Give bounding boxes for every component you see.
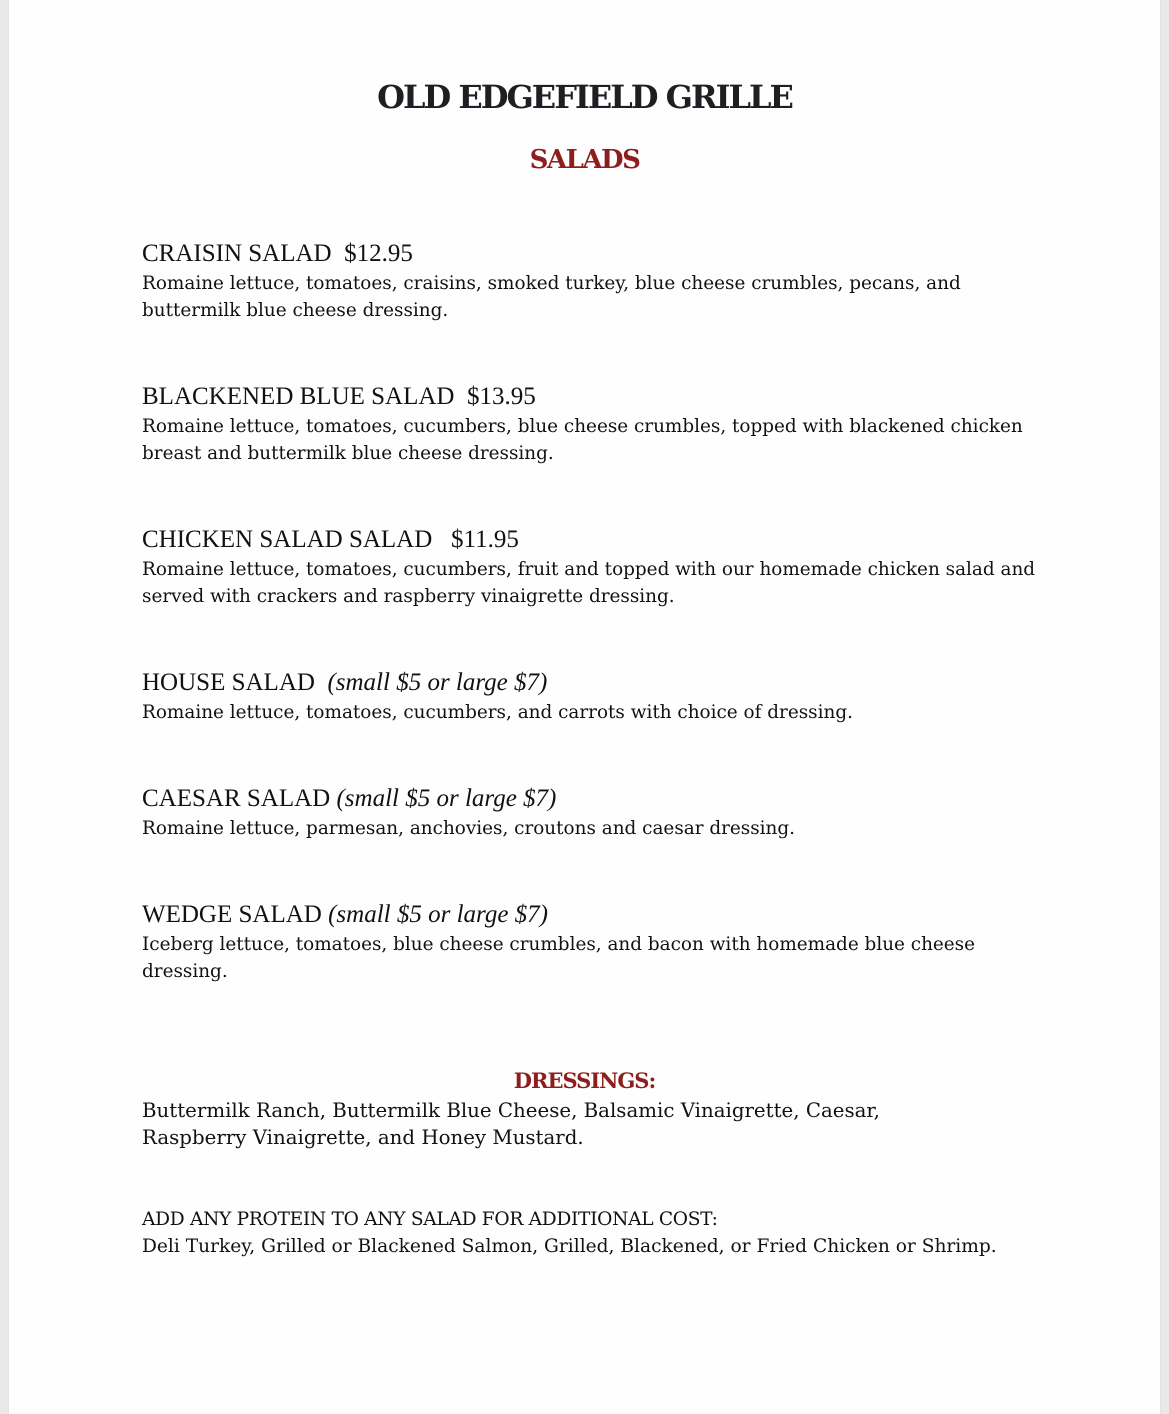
- item-name: WEDGE SALAD: [142, 901, 322, 928]
- menu-page: [9, 0, 1160, 1414]
- item-description: Romaine lettuce, tomatoes, cucumbers, blue cheese crumbles, topped with blackened chicken breast and buttermilk blue cheese dressing.: [142, 416, 1023, 464]
- item-heading: [142, 669, 1042, 697]
- item-name: CRAISIN SALAD: [142, 240, 332, 267]
- menu-item-wedge-salad: [142, 901, 1042, 985]
- menu-item-blackened-blue-salad: [142, 383, 1042, 467]
- item-name: BLACKENED BLUE SALAD: [142, 383, 455, 410]
- item-description: Romaine lettuce, tomatoes, cucumbers, fruit and topped with our homemade chicken salad and served with crackers and raspberry vinaigrette dressing.: [142, 559, 1036, 607]
- protein-list: Deli Turkey, Grilled or Blackened Salmon, Grilled, Blackened, or Fried Chicken or Shrimp.: [142, 1236, 997, 1257]
- item-price: (small $5 or large $7): [328, 901, 548, 928]
- menu-item-caesar-salad: [142, 785, 1042, 842]
- item-description: Iceberg lettuce, tomatoes, blue cheese crumbles, and bacon with homemade blue cheese dressing.: [142, 934, 976, 982]
- item-name: CHICKEN SALAD SALAD: [142, 526, 433, 553]
- dressings-list: Buttermilk Ranch, Buttermilk Blue Cheese, Balsamic Vinaigrette, Caesar, Raspberry Vinaigrette, and Honey Mustard.: [142, 1099, 880, 1149]
- item-name: CAESAR SALAD: [142, 785, 331, 812]
- item-heading: [142, 526, 1042, 554]
- item-price: (small $5 or large $7): [336, 785, 557, 812]
- item-price: (small $5 or large $7): [327, 669, 548, 696]
- item-price: $13.95: [467, 383, 536, 410]
- menu-item-chicken-salad-salad: [142, 526, 1042, 610]
- protein-addon: [142, 1206, 1002, 1260]
- item-name: HOUSE SALAD: [142, 669, 315, 696]
- item-description: Romaine lettuce, tomatoes, craisins, smoked turkey, blue cheese crumbles, pecans, and buttermilk blue cheese dressing.: [142, 273, 961, 321]
- item-heading: [142, 240, 1042, 268]
- restaurant-name: OLD EDGEFIELD GRILLE: [377, 78, 792, 116]
- protein-heading: ADD ANY PROTEIN TO ANY SALAD FOR ADDITIONAL COST:: [142, 1209, 718, 1230]
- menu-item-house-salad: [142, 669, 1042, 726]
- item-heading: [142, 901, 1042, 929]
- item-description: Romaine lettuce, parmesan, anchovies, croutons and caesar dressing.: [142, 818, 796, 839]
- item-description: Romaine lettuce, tomatoes, cucumbers, and carrots with choice of dressing.: [142, 702, 853, 723]
- menu-item-craisin-salad: [142, 240, 1042, 324]
- dressings-title: DRESSINGS:: [513, 1068, 656, 1093]
- item-price: $12.95: [344, 240, 413, 267]
- item-price: $11.95: [451, 526, 519, 553]
- item-heading: [142, 383, 1042, 411]
- section-title: SALADS: [529, 145, 640, 175]
- item-heading: [142, 785, 1042, 813]
